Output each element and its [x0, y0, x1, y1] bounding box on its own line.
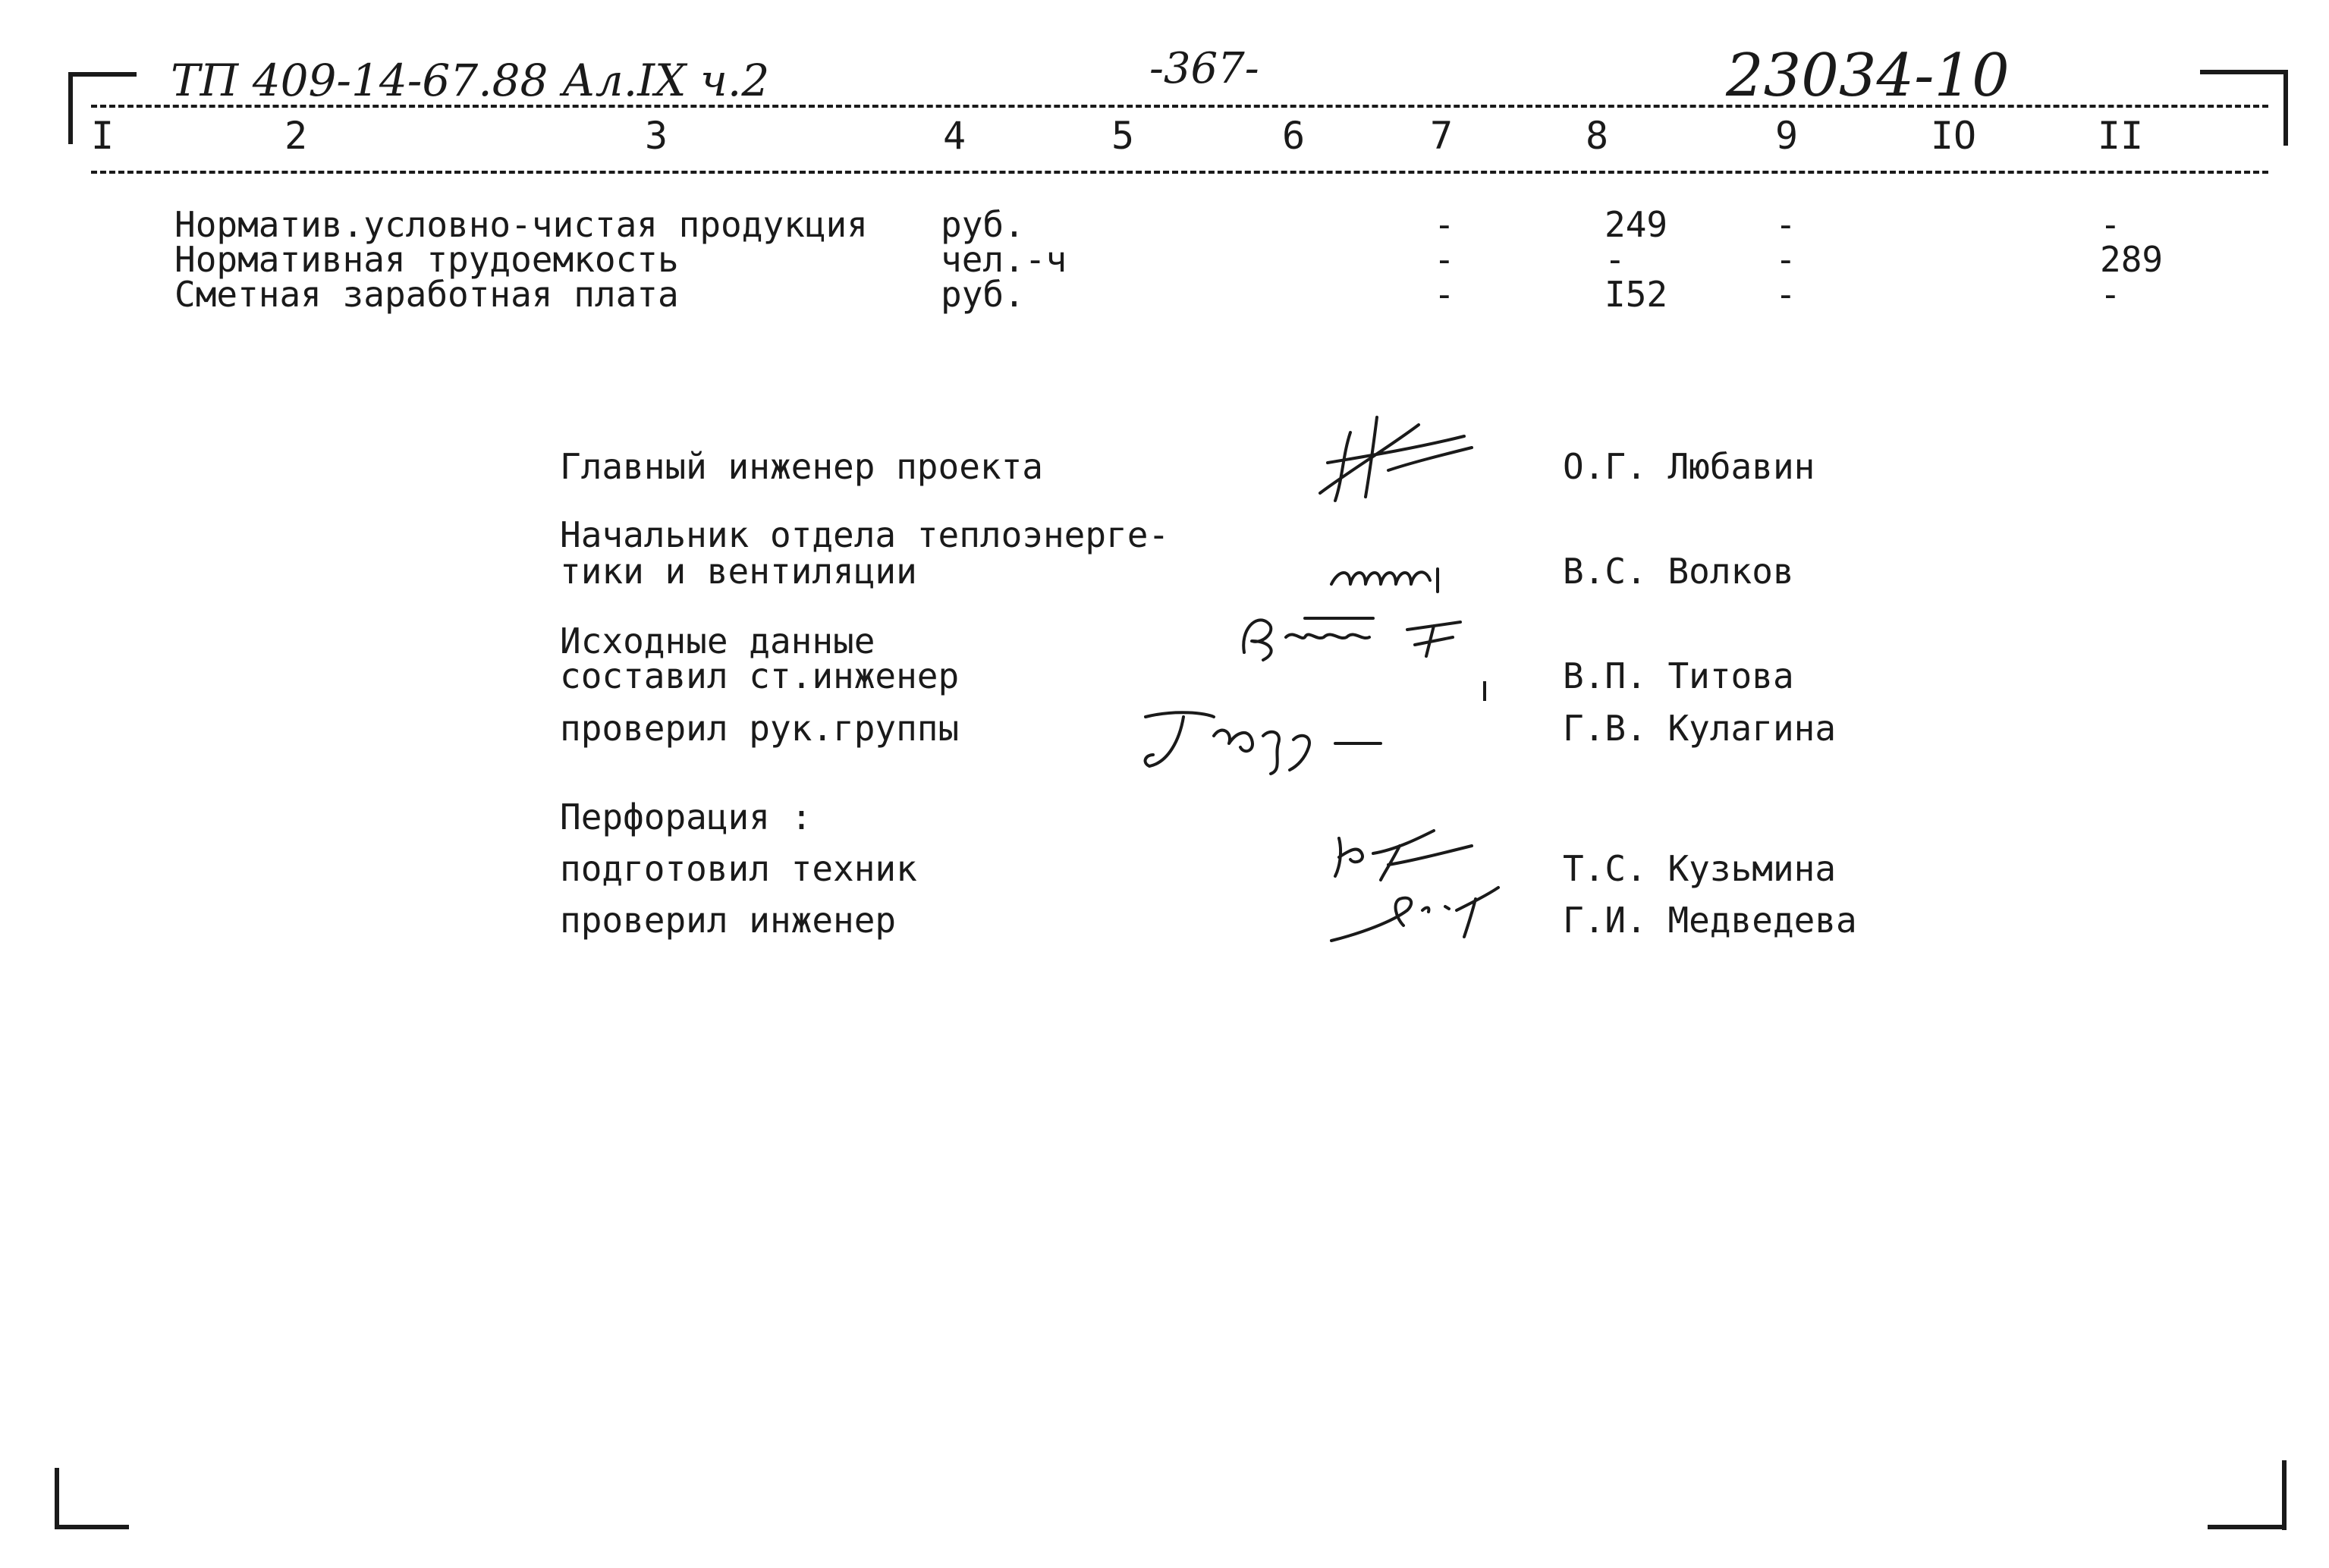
signature-name: О.Г. Любавин	[1563, 446, 1815, 487]
header-rule-top	[91, 105, 2268, 108]
mark-tick	[1483, 681, 1486, 701]
row-unit: чел.-ч	[941, 239, 1067, 280]
column-number: 2	[284, 114, 308, 158]
column-number: 6	[1281, 114, 1306, 158]
row-unit: руб.	[941, 274, 1025, 315]
archive-number: 23034-10	[1726, 42, 2010, 110]
signature-name: Г.В. Кулагина	[1563, 708, 1837, 749]
signature-icon	[1305, 402, 1479, 508]
row-col9: -	[1775, 204, 1796, 245]
row-col8: 249	[1605, 204, 1668, 245]
doc-code: ТП 409-14-67.88 Ал.IX ч.2	[171, 55, 770, 106]
row-col7: -	[1434, 204, 1455, 245]
signature-name: В.С. Волков	[1563, 551, 1794, 592]
row-name: Норматив.условно-чистая продукция	[174, 204, 868, 245]
signature-name: Т.С. Кузьмина	[1563, 848, 1837, 889]
frame-bottom-left-horizontal	[55, 1525, 129, 1529]
signature-icon	[1324, 554, 1460, 599]
signature-name: В.П. Титова	[1563, 655, 1794, 696]
frame-top-left-horizontal	[68, 72, 137, 77]
signature-icon	[1328, 823, 1479, 884]
row-col9: -	[1775, 274, 1796, 315]
row-unit: руб.	[941, 204, 1025, 245]
column-number: I	[90, 114, 115, 158]
signature-label: Исходные данные	[560, 621, 875, 661]
signature-label: проверил инженер	[560, 900, 897, 941]
row-col11: -	[2100, 204, 2121, 245]
signature-label: составил ст.инженер	[560, 655, 960, 696]
row-name: Сметная заработная плата	[174, 274, 679, 315]
page-number: -367-	[1149, 44, 1259, 93]
table-row	[0, 241, 2329, 278]
frame-bottom-left-vertical	[55, 1468, 59, 1529]
signature-icon	[1130, 698, 1396, 781]
signature-icon	[1324, 880, 1506, 948]
signature-label: тики и вентиляции	[560, 551, 917, 592]
row-col7: -	[1434, 274, 1455, 315]
column-number: 4	[942, 114, 966, 158]
header-rule-bottom	[91, 171, 2268, 174]
signature-label: проверил рук.группы	[560, 708, 960, 749]
signature-label: подготовил техник	[560, 848, 917, 889]
row-col8: I52	[1605, 274, 1668, 315]
frame-top-right-vertical	[2283, 70, 2288, 146]
row-col9: -	[1775, 239, 1796, 280]
signature-label: Главный инженер проекта	[560, 446, 1043, 487]
frame-bottom-right-vertical	[2282, 1460, 2287, 1530]
signature-icon	[1233, 607, 1491, 668]
row-col7: -	[1434, 239, 1455, 280]
column-number: II	[2097, 114, 2144, 158]
column-number: IO	[1930, 114, 1977, 158]
column-number: 7	[1429, 114, 1454, 158]
column-number: 3	[644, 114, 668, 158]
column-number: 8	[1585, 114, 1609, 158]
signature-label: Начальник отдела теплоэнерге-	[560, 514, 1170, 555]
row-col8: -	[1605, 239, 1626, 280]
table-row	[0, 206, 2329, 243]
frame-top-right-horizontal	[2200, 70, 2288, 74]
table-row	[0, 276, 2329, 313]
column-number: 5	[1111, 114, 1135, 158]
row-col11: 289	[2100, 239, 2164, 280]
signature-name: Г.И. Медведева	[1563, 900, 1857, 941]
frame-bottom-right-horizontal	[2208, 1525, 2287, 1529]
row-name: Нормативная трудоемкость	[174, 239, 679, 280]
signature-label: Перфорация :	[560, 797, 812, 837]
row-col11: -	[2100, 274, 2121, 315]
column-number: 9	[1774, 114, 1799, 158]
